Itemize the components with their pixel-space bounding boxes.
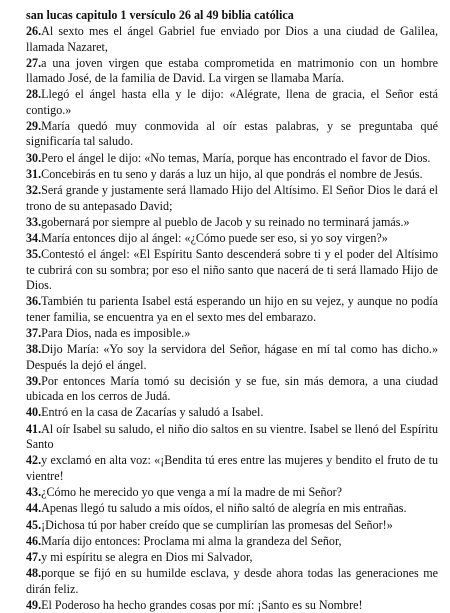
- verse-text: Apenas llegó tu saludo a mis oídos, el niño saltó de alegría en mis entrañas.: [41, 501, 407, 516]
- verse-paragraph: [26, 294, 438, 325]
- verse-number: 46.: [26, 533, 42, 548]
- verse-text: Llegó el ángel hasta ella y le dijo: «Alégrate, llena de gracia, el Señor está contigo.»: [26, 87, 438, 117]
- verse-text: Al sexto mes el ángel Gabriel fue enviado por Dios a una ciudad de Galilea, llamada Nazaret,: [26, 24, 438, 54]
- verse-text: ¿Cómo he merecido yo que venga a mí la madre de mi Señor?: [41, 484, 343, 499]
- verse-number: 41.: [26, 421, 42, 436]
- document-title: san lucas capitulo 1 versículo 26 al 49 biblia católica: [26, 8, 294, 22]
- verse-number: 38.: [26, 342, 42, 357]
- verse-text: porque se fijó en su humilde esclava, y desde ahora todas las generaciones me dirán feliz.: [26, 566, 438, 596]
- verse-text: El Poderoso ha hecho grandes cosas por mí: ¡Santo es su Nombre!: [41, 597, 363, 612]
- verse-text: y mi espíritu se alegra en Dios mi Salvador,: [41, 550, 253, 565]
- verse-text: También tu parienta Isabel está esperando un hijo en su vejez, y aunque no podía tener familia, se encuentra ya en el sexto mes del embarazo.: [26, 294, 438, 324]
- verse-paragraph: [26, 518, 438, 533]
- verse-paragraph: [26, 56, 438, 87]
- verse-number: 35.: [26, 247, 42, 262]
- verse-paragraph: [26, 119, 438, 150]
- verse-paragraph: [26, 326, 438, 341]
- verse-text: Contestó el ángel: «El Espíritu Santo descenderá sobre ti y el poder del Altísimo te cubrirá con su sombra; por eso el niño santo que nacerá de ti será llamado Hijo de Dios.: [26, 247, 438, 293]
- verse-paragraph: [26, 215, 438, 230]
- verse-number: 45.: [26, 517, 42, 532]
- verse-paragraph: [26, 247, 438, 293]
- verse-number: 47.: [26, 550, 42, 565]
- verse-text: Al oír Isabel su saludo, el niño dio saltos en su vientre. Isabel se llenó del Espíritu Santo: [26, 421, 438, 452]
- verse-paragraph: [26, 405, 438, 420]
- verse-paragraph: [26, 501, 438, 516]
- verse-paragraph: [26, 598, 438, 613]
- verse-text: Será grande y justamente será llamado Hijo del Altísimo. El Señor Dios le dará el trono de su antepasado David;: [26, 183, 438, 213]
- verse-text: y exclamó en alta voz: «¡Bendita tú eres entre las mujeres y bendito el fruto de tu vientre!: [26, 453, 438, 483]
- verse-paragraph: [26, 231, 438, 246]
- verse-text: gobernará por siempre al pueblo de Jacob y su reinado no terminará jamás.»: [41, 214, 410, 229]
- verse-paragraph: [26, 167, 438, 182]
- verse-paragraph: [26, 453, 438, 484]
- verse-text: Concebirás en tu seno y darás a luz un hijo, al que pondrás el nombre de Jesús.: [41, 166, 423, 181]
- verse-list: [26, 24, 438, 613]
- verse-paragraph: [26, 422, 438, 453]
- verse-text: Dijo María: «Yo soy la servidora del Señor, hágase en mí tal como has dicho.» Después la dejó el ángel.: [26, 342, 438, 372]
- verse-number: 37.: [26, 325, 42, 340]
- verse-paragraph: [26, 87, 438, 118]
- verse-number: 42.: [26, 453, 42, 468]
- verse-paragraph: [26, 183, 438, 214]
- verse-number: 48.: [26, 566, 42, 581]
- verse-number: 36.: [26, 294, 42, 309]
- verse-paragraph: [26, 24, 438, 55]
- verse-number: 43.: [26, 484, 42, 499]
- verse-text: ¡Dichosa tú por haber creído que se cumplirían las promesas del Señor!»: [41, 517, 393, 532]
- verse-number: 44.: [26, 501, 42, 516]
- verse-paragraph: [26, 550, 438, 565]
- verse-paragraph: [26, 485, 438, 500]
- verse-text: Entró en la casa de Zacarías y saludó a Isabel.: [41, 405, 264, 420]
- verse-paragraph: [26, 374, 438, 405]
- verse-number: 34.: [26, 231, 42, 246]
- verse-text: María entonces dijo al ángel: «¿Cómo puede ser eso, si yo soy virgen?»: [41, 231, 388, 246]
- verse-number: 28.: [26, 87, 42, 102]
- verse-text: Por entonces María tomó su decisión y se fue, sin más demora, a una ciudad ubicada en los cerros de Judá.: [26, 373, 438, 404]
- verse-paragraph: [26, 342, 438, 373]
- verse-text: a una joven virgen que estaba comprometida en matrimonio con un hombre llamado José, de la familia de David. La virgen se llamaba María.: [26, 55, 438, 86]
- verse-number: 30.: [26, 150, 42, 165]
- verse-paragraph: [26, 566, 438, 597]
- verse-number: 49.: [26, 597, 42, 612]
- verse-paragraph: [26, 534, 438, 549]
- verse-text: María quedó muy conmovida al oír estas palabras, y se preguntaba qué significaría tal saludo.: [26, 119, 438, 149]
- verse-paragraph: [26, 151, 438, 166]
- verse-number: 33.: [26, 214, 42, 229]
- verse-number: 39.: [26, 373, 42, 388]
- verse-text: María dijo entonces: Proclama mi alma la grandeza del Señor,: [41, 533, 342, 548]
- verse-number: 32.: [26, 183, 42, 198]
- verse-number: 40.: [26, 405, 42, 420]
- verse-number: 31.: [26, 166, 42, 181]
- verse-text: Pero el ángel le dijo: «No temas, María, porque has encontrado el favor de Dios.: [41, 150, 431, 165]
- verse-text: Para Dios, nada es imposible.»: [41, 325, 191, 340]
- verse-number: 27.: [26, 55, 42, 70]
- verse-number: 26.: [26, 24, 42, 39]
- verse-number: 29.: [26, 119, 42, 134]
